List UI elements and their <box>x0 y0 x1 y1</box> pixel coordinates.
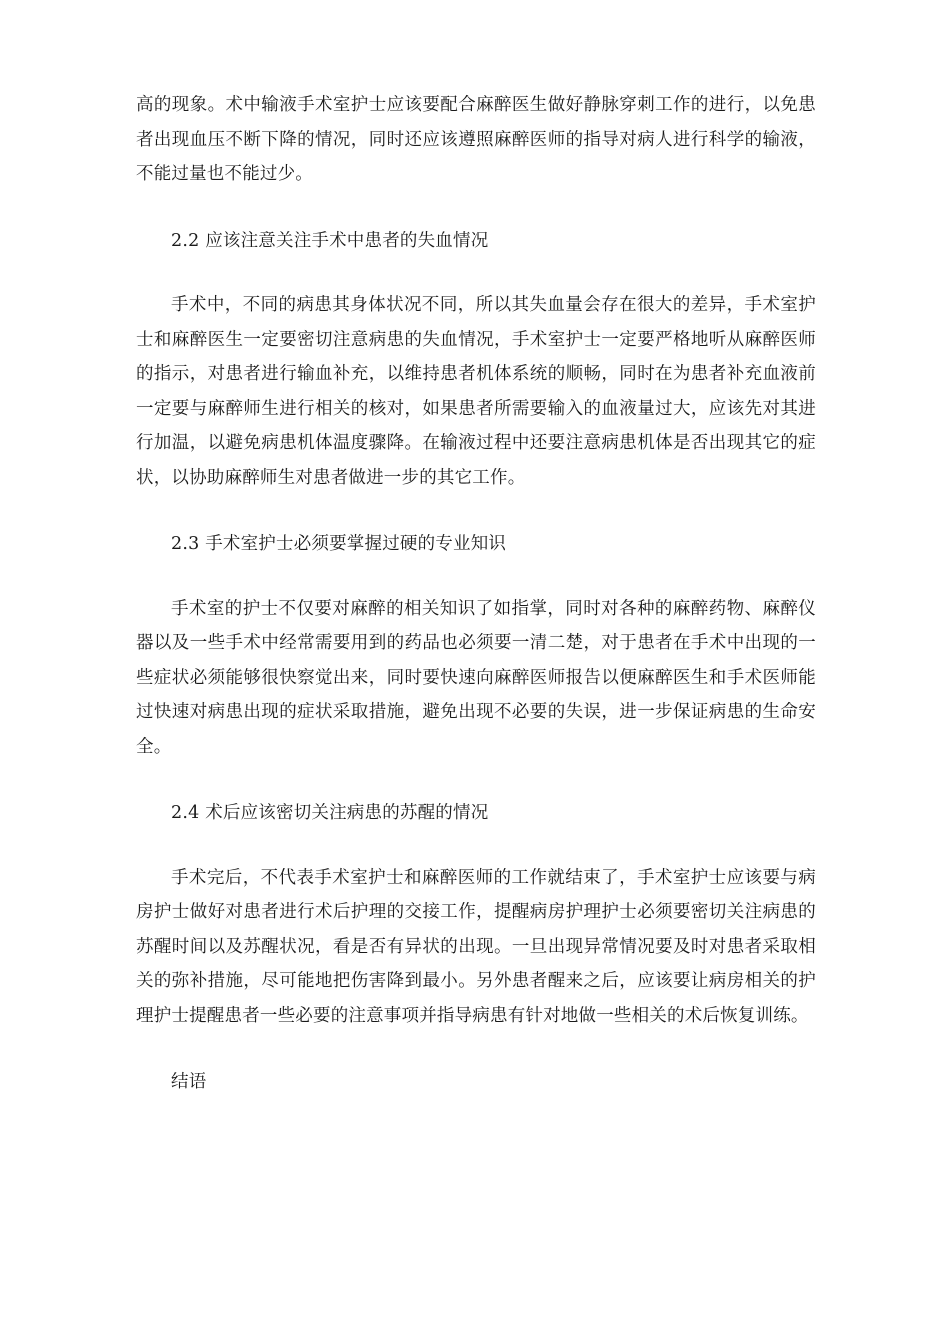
document-page <box>136 88 816 1100</box>
section-heading-2-2: 2.2 应该注意关注手术中患者的失血情况 <box>171 230 489 251</box>
paragraph-2-3: 手术室的护士不仅要对麻醉的相关知识了如指掌，同时对各种的麻醉药物、麻醉仪器以及一些手术中经常需要用到的药品也必须要一清二楚，对于患者在手术中出现的一些症状必须能够很快察觉出来，同时要快速向麻醉医师报告以便麻醉医生和手术医师能过快速对病患出现的症状采取措施，避免出现不必要的失误，进一步保证病患的生命安全。 <box>136 598 816 757</box>
paragraph-intro: 高的现象。术中输液手术室护士应该要配合麻醉医生做好静脉穿刺工作的进行，以免患者出现血压不断下降的情况，同时还应该遵照麻醉医师的指导对病人进行科学的输液，不能过量也不能过少。 <box>136 95 816 184</box>
section-heading-conclusion: 结语 <box>171 1072 207 1092</box>
paragraph-2-2: 手术中，不同的病患其身体状况不同，所以其失血量会存在很大的差异，手术室护士和麻醉医生一定要密切注意病患的失血情况，手术室护士一定要严格地听从麻醉医师的指示，对患者进行输血补充，以维持患者机体系统的顺畅，同时在为患者补充血液前一定要与麻醉师生进行相关的核对，如果患者所需要输入的血液量过大，应该先对其进行加温，以避免病患机体温度骤降。在输液过程中还要注意病患机体是否出现其它的症状，以协助麻醉师生对患者做进一步的其它工作。 <box>136 295 816 488</box>
section-heading-2-3: 2.3 手术室护士必须要掌握过硬的专业知识 <box>171 534 507 554</box>
paragraph-2-4: 手术完后，不代表手术室护士和麻醉医师的工作就结束了，手术室护士应该要与病房护士做好对患者进行术后护理的交接工作，提醒病房护理护士必须要密切关注病患的苏醒时间以及苏醒状况，看是否有异状的出现。一旦出现异常情况要及时对患者采取相关的弥补措施，尽可能地把伤害降到最小。另外患者醒来之后，应该要让病房相关的护理护士提醒患者一些必要的注意事项并指导病患有针对地做一些相关的术后恢复训练。 <box>136 867 816 1026</box>
section-heading-2-4: 2.4 术后应该密切关注病患的苏醒的情况 <box>171 803 489 823</box>
